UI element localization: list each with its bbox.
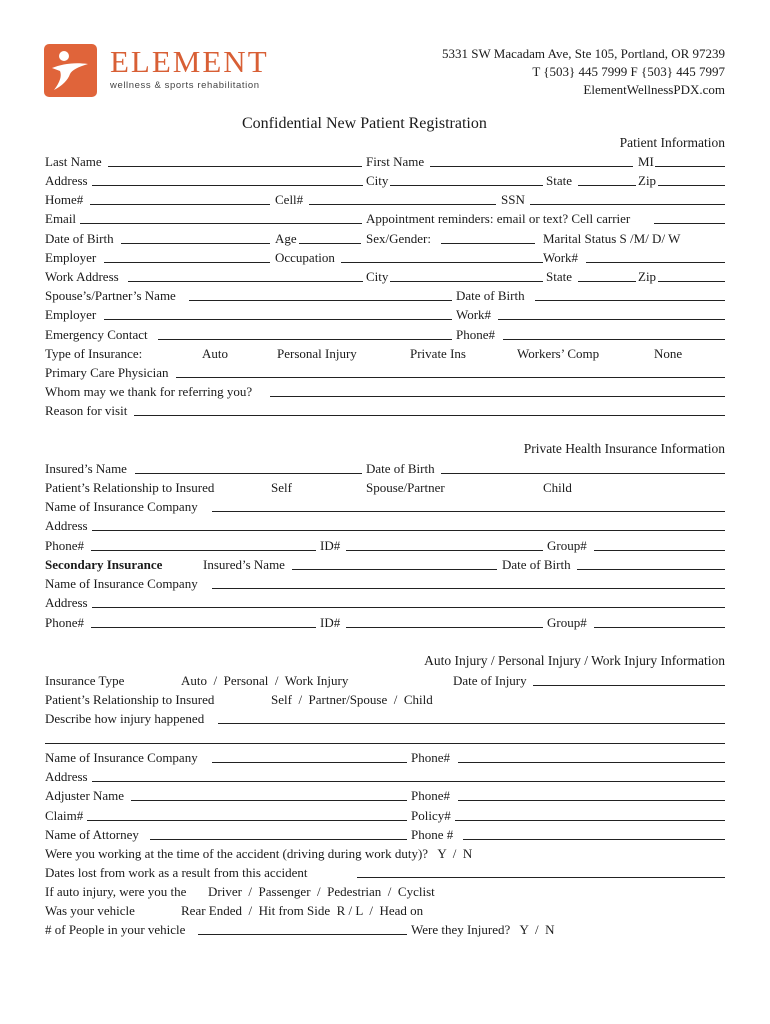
address-field[interactable] [92, 185, 363, 186]
injury-type-options[interactable]: Auto / Personal / Work Injury [181, 673, 349, 688]
email-label: Email [45, 211, 77, 226]
insurance-option-personal-injury[interactable]: Personal Injury [277, 346, 357, 361]
people-field[interactable] [198, 934, 407, 935]
city-field[interactable] [390, 185, 543, 186]
injury-company-phone-label: Phone# [411, 750, 450, 765]
injury-date-label: Date of Injury [453, 673, 527, 688]
insurance-type-label: Type of Insurance: [45, 346, 143, 361]
email-field[interactable] [80, 223, 362, 224]
city-label: City [366, 173, 389, 188]
state-label: State [546, 173, 572, 188]
insured-name-field[interactable] [135, 473, 362, 474]
relationship-option-self[interactable]: Self [271, 480, 292, 495]
section-heading-private: Private Health Insurance Information [523, 441, 725, 456]
secondary-phone-field[interactable] [91, 627, 316, 628]
adjuster-phone-label: Phone# [411, 788, 450, 803]
insurance-company-field[interactable] [212, 511, 725, 512]
dates-lost-label: Dates lost from work as a result from this accident [45, 865, 308, 880]
insurance-phone-field[interactable] [91, 550, 316, 551]
mi-label: MI [638, 154, 654, 169]
claim-label: Claim# [45, 808, 84, 823]
spouse-dob-field[interactable] [535, 300, 725, 301]
secondary-company-field[interactable] [212, 588, 725, 589]
insurance-option-private[interactable]: Private Ins [410, 346, 466, 361]
occupation-label: Occupation [275, 250, 335, 265]
insurance-company-label: Name of Insurance Company [45, 499, 198, 514]
ssn-label: SSN [501, 192, 525, 207]
injury-relationship-label: Patient’s Relationship to Insured [45, 692, 215, 707]
contact-phone: T {503} 445 7999 F {503} 445 7997 [532, 64, 725, 79]
ssn-field[interactable] [530, 204, 725, 205]
relationship-option-spouse[interactable]: Spouse/Partner [366, 480, 445, 495]
pcp-field[interactable] [176, 377, 725, 378]
injured-question[interactable]: Were they Injured? Y / N [411, 922, 555, 937]
logo-mark [44, 44, 97, 97]
first-name-field[interactable] [430, 166, 633, 167]
runner-icon [44, 44, 97, 97]
attorney-phone-label: Phone # [411, 827, 454, 842]
injury-company-label: Name of Insurance Company [45, 750, 198, 765]
employer-label: Employer [45, 250, 97, 265]
working-question[interactable]: Were you working at the time of the accident (driving during work duty)? Y / N [45, 846, 473, 861]
spouse-name-label: Spouse’s/Partner’s Name [45, 288, 176, 303]
relationship-option-child[interactable]: Child [543, 480, 572, 495]
section-heading-injury: Auto Injury / Personal Injury / Work Injury Information [424, 653, 725, 668]
injury-address-label: Address [45, 769, 88, 784]
describe-injury-label: Describe how injury happened [45, 711, 205, 726]
insurance-id-field[interactable] [346, 550, 543, 551]
employer-field[interactable] [104, 262, 270, 263]
zip-label: Zip [638, 173, 657, 188]
address-label: Address [45, 173, 88, 188]
age-label: Age [275, 231, 297, 246]
insured-name-label: Insured’s Name [45, 461, 127, 476]
work-zip-label: Zip [638, 269, 657, 284]
home-phone-label: Home# [45, 192, 84, 207]
cell-carrier-field[interactable] [654, 223, 725, 224]
emergency-phone-label: Phone# [456, 327, 495, 342]
section-heading-patient: Patient Information [619, 135, 725, 150]
secondary-id-field[interactable] [346, 627, 543, 628]
insured-dob-label: Date of Birth [366, 461, 435, 476]
insurance-phone-label: Phone# [45, 538, 84, 553]
contact-web: ElementWellnessPDX.com [583, 82, 725, 97]
marital-status[interactable]: Marital Status S /M/ D/ W [543, 231, 681, 246]
dates-lost-field[interactable] [357, 877, 725, 878]
insurance-address-label: Address [45, 518, 88, 533]
secondary-company-label: Name of Insurance Company [45, 576, 198, 591]
vehicle-options[interactable]: Rear Ended / Hit from Side R / L / Head on [181, 903, 424, 918]
reminders-label: Appointment reminders: email or text? Cell carrier [366, 211, 631, 226]
describe-injury-field[interactable] [218, 723, 725, 724]
insurance-option-auto[interactable]: Auto [202, 346, 228, 361]
insurance-group-label: Group# [547, 538, 587, 553]
mi-field[interactable] [655, 166, 725, 167]
describe-injury-field-2[interactable] [45, 743, 725, 744]
injury-relationship-options[interactable]: Self / Partner/Spouse / Child [271, 692, 433, 707]
reason-label: Reason for visit [45, 403, 128, 418]
injury-company-field[interactable] [212, 762, 407, 763]
cell-phone-field[interactable] [309, 204, 496, 205]
work-state-label: State [546, 269, 572, 284]
emergency-contact-field[interactable] [158, 339, 452, 340]
vehicle-label: Was your vehicle [45, 903, 135, 918]
spouse-employer-field[interactable] [104, 319, 452, 320]
secondary-insured-field[interactable] [292, 569, 497, 570]
policy-field[interactable] [455, 820, 725, 821]
auto-role-options[interactable]: Driver / Passenger / Pedestrian / Cyclist [208, 884, 435, 899]
spouse-work-field[interactable] [498, 319, 725, 320]
spouse-work-label: Work# [456, 307, 492, 322]
work-phone-label: Work# [543, 250, 579, 265]
state-field[interactable] [578, 185, 636, 186]
referral-label: Whom may we thank for referring you? [45, 384, 253, 399]
pcp-label: Primary Care Physician [45, 365, 169, 380]
insurance-group-field[interactable] [594, 550, 725, 551]
dob-field[interactable] [121, 243, 270, 244]
brand-name: ELEMENT [110, 44, 269, 79]
adjuster-name-field[interactable] [131, 800, 407, 801]
secondary-dob-label: Date of Birth [502, 557, 571, 572]
emergency-phone-field[interactable] [503, 339, 725, 340]
work-address-field[interactable] [128, 281, 363, 282]
sex-field[interactable] [441, 243, 535, 244]
attorney-field[interactable] [150, 839, 407, 840]
secondary-insurance-label: Secondary Insurance [45, 557, 163, 572]
cell-phone-label: Cell# [275, 192, 304, 207]
spouse-dob-label: Date of Birth [456, 288, 525, 303]
work-state-field[interactable] [578, 281, 636, 282]
zip-field[interactable] [658, 185, 725, 186]
first-name-label: First Name [366, 154, 425, 169]
injury-address-field[interactable] [92, 781, 725, 782]
adjuster-name-label: Adjuster Name [45, 788, 125, 803]
spouse-employer-label: Employer [45, 307, 97, 322]
people-label: # of People in your vehicle [45, 922, 186, 937]
secondary-address-field[interactable] [92, 607, 725, 608]
secondary-group-label: Group# [547, 615, 587, 630]
work-city-label: City [366, 269, 389, 284]
secondary-group-field[interactable] [594, 627, 725, 628]
adjuster-phone-field[interactable] [458, 800, 725, 801]
injury-type-label: Insurance Type [45, 673, 125, 688]
injury-company-phone-field[interactable] [458, 762, 725, 763]
relationship-label: Patient’s Relationship to Insured [45, 480, 215, 495]
insurance-address-field[interactable] [92, 530, 725, 531]
referral-field[interactable] [270, 396, 725, 397]
reason-field[interactable] [134, 415, 725, 416]
attorney-label: Name of Attorney [45, 827, 139, 842]
injury-date-field[interactable] [533, 685, 725, 686]
last-name-field[interactable] [108, 166, 362, 167]
spouse-name-field[interactable] [189, 300, 452, 301]
secondary-id-label: ID# [320, 615, 341, 630]
page-title: Confidential New Patient Registration [242, 115, 487, 132]
attorney-phone-field[interactable] [463, 839, 725, 840]
contact-address: 5331 SW Macadam Ave, Ste 105, Portland, OR 97239 [442, 46, 725, 61]
work-phone-field[interactable] [586, 262, 725, 263]
emergency-contact-label: Emergency Contact [45, 327, 148, 342]
insurance-id-label: ID# [320, 538, 341, 553]
occupation-field[interactable] [341, 262, 543, 263]
insured-dob-field[interactable] [441, 473, 725, 474]
age-field[interactable] [299, 243, 361, 244]
sex-label: Sex/Gender: [366, 231, 431, 246]
work-city-field[interactable] [390, 281, 543, 282]
secondary-phone-label: Phone# [45, 615, 84, 630]
last-name-label: Last Name [45, 154, 102, 169]
dob-label: Date of Birth [45, 231, 114, 246]
auto-role-label: If auto injury, were you the [45, 884, 187, 899]
brand-tagline: wellness & sports rehabilitation [110, 80, 260, 91]
policy-label: Policy# [411, 808, 451, 823]
secondary-address-label: Address [45, 595, 88, 610]
claim-field[interactable] [87, 820, 407, 821]
home-phone-field[interactable] [90, 204, 270, 205]
secondary-dob-field[interactable] [577, 569, 725, 570]
insurance-option-workers-comp[interactable]: Workers’ Comp [517, 346, 600, 361]
insurance-option-none[interactable]: None [654, 346, 683, 361]
work-zip-field[interactable] [658, 281, 725, 282]
secondary-insured-label: Insured’s Name [203, 557, 285, 572]
work-address-label: Work Address [45, 269, 119, 284]
